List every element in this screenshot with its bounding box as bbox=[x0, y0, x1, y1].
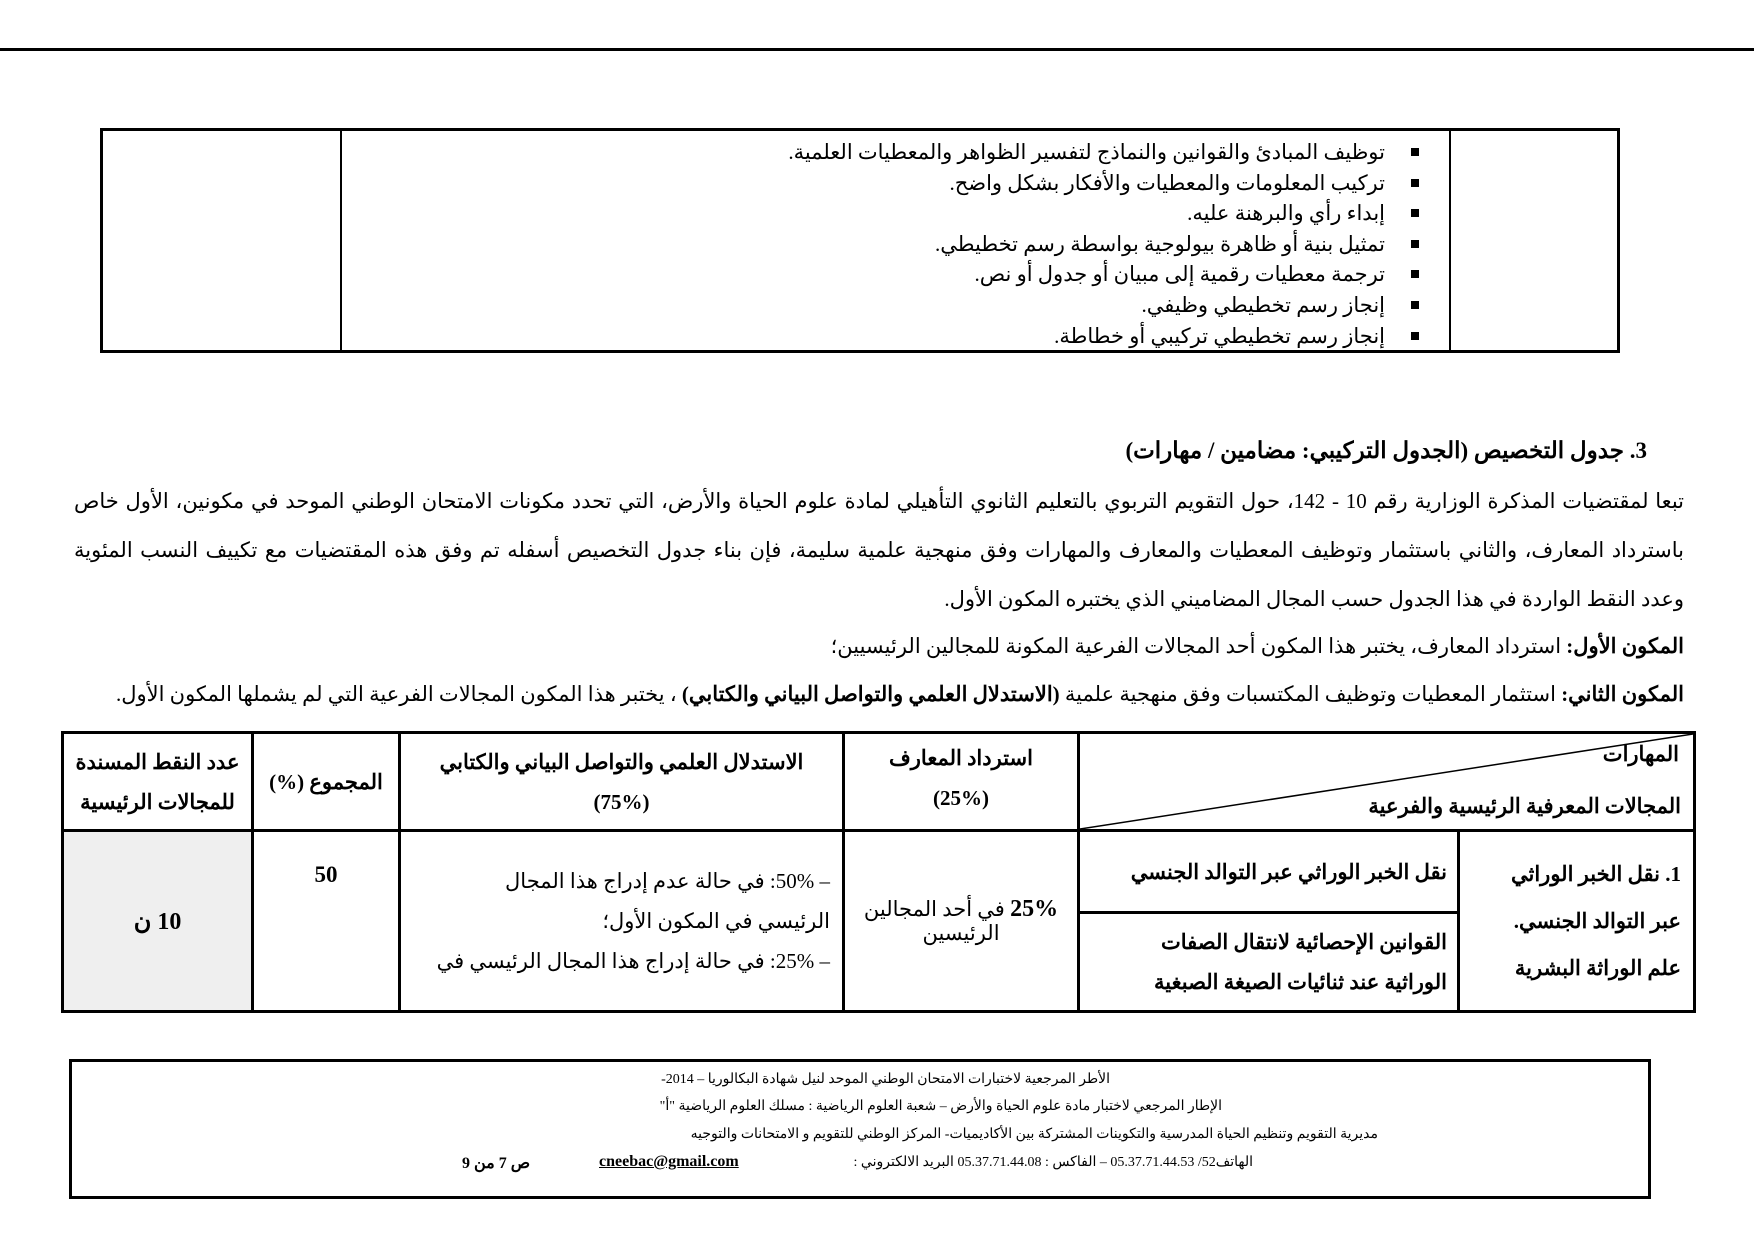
section-title: 3. جدول التخصيص (الجدول التركيبي: مضامين / مهارات) bbox=[1125, 438, 1647, 463]
header-points: عدد النقط المسندة للمجالات الرئيسية bbox=[63, 733, 253, 831]
paragraph-line: باسترداد المعارف، والثاني باستثمار وتوظيف المعطيات والمعارف والمهارات وفق منهجية علمية سليمة، فإن بناء جدول التخصيص أسفله تم وفق هذه المقتضيات مع تكييف النسب المئوية bbox=[74, 538, 1684, 562]
total-cell: 50 bbox=[253, 831, 400, 1012]
footer-line: الأطر المرجعية لاختبارات الامتحان الوطني الموحد لنيل شهادة البكالوريا – 2014- bbox=[661, 1072, 1110, 1087]
knowledge-cell: 25% في أحد المجالين الرئيسين bbox=[844, 831, 1079, 1012]
header-knowledge: استرداد المعارف (25%) bbox=[844, 733, 1079, 831]
header-reasoning: الاستدلال العلمي والتواصل البياني والكتابي (75%) bbox=[400, 733, 844, 831]
sub-domain-1: نقل الخبر الوراثي عبر التوالد الجنسي bbox=[1079, 831, 1459, 913]
table-divider bbox=[1449, 131, 1451, 350]
list-item: تركيب المعلومات والمعطيات والأفكار بشكل واضح. bbox=[347, 168, 1427, 199]
paragraph-line: تبعا لمقتضيات المذكرة الوزارية رقم 10 - 142، حول التقويم التربوي بالتعليم الثانوي التأهيلي لمادة علوم الحياة والأرض، التي تحدد مكونات الامتحان الوطني الموحد في مكونين، الأول خاص bbox=[74, 489, 1684, 513]
paragraph-line: وعدد النقط الواردة في هذا الجدول حسب المجال المضاميني الذي يختبره المكون الأول. bbox=[944, 587, 1684, 611]
footer-line: مديرية التقويم وتنظيم الحياة المدرسية والتكوينات المشتركة بين الأكاديميات- المركز الوطني للتقويم و الامتحانات والتوجيه bbox=[690, 1127, 1378, 1142]
component-two-text-end: ، يختبر هذا المكون المجالات الفرعية التي لم يشملها المكون الأول. bbox=[115, 682, 677, 706]
allocation-table bbox=[61, 731, 1696, 1013]
component-two bbox=[74, 682, 1684, 707]
component-two-bold: (الاستدلال العلمي والتواصل البياني والكتابي) bbox=[681, 682, 1060, 706]
component-one-text: استرداد المعارف، يختبر هذا المكون أحد المجالات الفرعية المكونة للمجالين الرئيسيين؛ bbox=[830, 634, 1562, 658]
points-cell: 10 ن bbox=[63, 831, 253, 1012]
footer-line: الإطار المرجعي لاختبار مادة علوم الحياة والأرض – شعبة العلوم الرياضية : مسلك العلوم الرياضية "أ" bbox=[659, 1099, 1222, 1114]
list-item: إنجاز رسم تخطيطي وظيفي. bbox=[347, 290, 1427, 321]
main-domain: 1. نقل الخبر الوراثي عبر التوالد الجنسي. علم الوراثة البشرية bbox=[1459, 831, 1695, 1012]
list-item: توظيف المبادئ والقوانين والنماذج لتفسير الظواهر والمعطيات العلمية. bbox=[347, 137, 1427, 168]
component-one-label: المكون الأول: bbox=[1566, 634, 1684, 658]
sub-domain-2: القوانين الإحصائية لانتقال الصفات الوراثية عند ثنائيات الصيغة الصبغية bbox=[1079, 913, 1459, 1012]
skills-table bbox=[100, 128, 1620, 353]
component-two-label: المكون الثاني: bbox=[1561, 682, 1684, 706]
header-corner-cell bbox=[1079, 733, 1695, 831]
skills-list bbox=[347, 131, 1427, 351]
footer-contact: الهاتف52/ 05.37.71.44.53 – الفاكس : 05.37.71.44.08 البريد الالكتروني : bbox=[853, 1155, 1253, 1170]
component-two-text: استثمار المعطيات وتوظيف المكتسبات وفق منهجية علمية bbox=[1064, 682, 1556, 706]
header-skills: المهارات bbox=[1602, 742, 1679, 766]
list-item: إنجاز رسم تخطيطي تركيبي أو خطاطة. bbox=[347, 321, 1427, 352]
component-one bbox=[74, 634, 1684, 659]
header-total: المجموع (%) bbox=[253, 733, 400, 831]
list-item: إبداء رأي والبرهنة عليه. bbox=[347, 198, 1427, 229]
list-item: تمثيل بنية أو ظاهرة بيولوجية بواسطة رسم تخطيطي. bbox=[347, 229, 1427, 260]
table-divider bbox=[340, 131, 342, 350]
top-rule bbox=[0, 48, 1754, 51]
page-number: ص 7 من 9 bbox=[462, 1155, 531, 1172]
list-item: ترجمة معطيات رقمية إلى مبيان أو جدول أو نص. bbox=[347, 259, 1427, 290]
header-domains: المجالات المعرفية الرئيسية والفرعية bbox=[1368, 794, 1681, 818]
footer-email-link[interactable]: cneebac@gmail.com bbox=[599, 1153, 739, 1170]
footer bbox=[69, 1059, 1651, 1199]
reasoning-cell: – 50%: في حالة عدم إدراج هذا المجال الرئيسي في المكون الأول؛ – 25%: في حالة إدراج هذا المجال الرئيسي في bbox=[400, 831, 844, 1012]
